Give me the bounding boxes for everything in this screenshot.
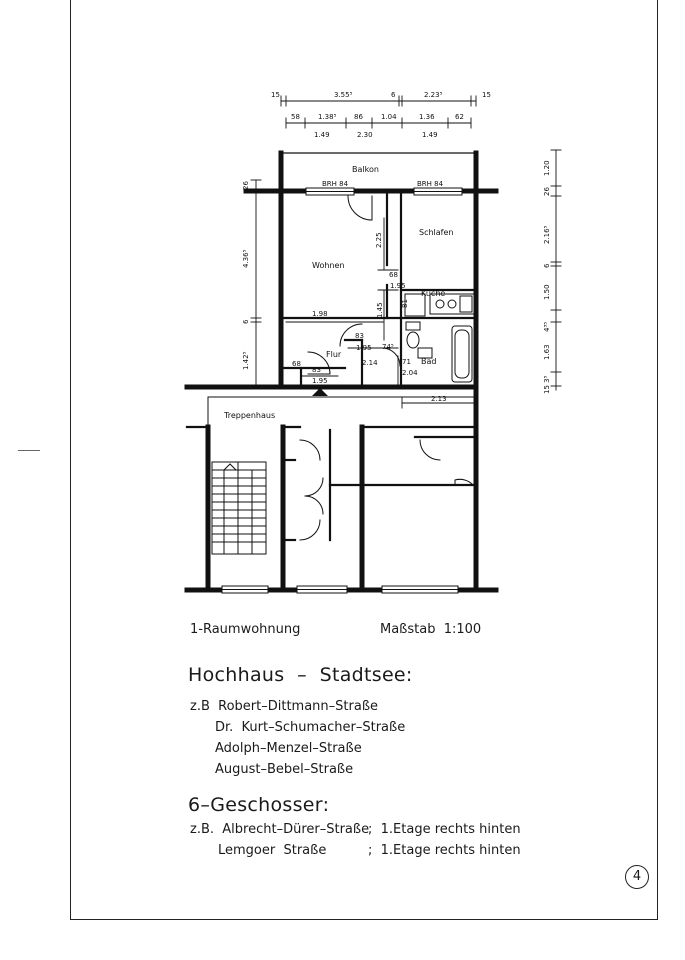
dim-213: 2.13 (431, 395, 447, 403)
dim-83a: 83 (355, 332, 364, 340)
dim-top-1: 15 (271, 91, 280, 99)
room-label-schlafen: Schlafen (419, 228, 454, 237)
caption-scale: Maßstab 1:100 (380, 622, 482, 637)
dim-row3-3: 1.49 (422, 131, 438, 139)
address-note-1: ; 1.Etage rechts hinten (368, 822, 521, 837)
address-note-2: ; 1.Etage rechts hinten (368, 843, 521, 858)
dim-right-3: 2.16⁵ (543, 225, 551, 244)
dim-204: 2.04 (402, 369, 418, 377)
caption-apartment-type: 1-Raumwohnung (190, 622, 301, 637)
heading-hochhaus: Hochhaus – Stadtsee: (188, 664, 413, 686)
dimension-texts-left (242, 181, 250, 370)
dim-71: 71 (402, 358, 411, 366)
street-line-4: August–Bebel–Straße (215, 762, 354, 777)
dim-195b: 1.95 (356, 344, 372, 352)
room-label-flur: Flur (326, 350, 342, 359)
dim-left-1: 26 (242, 181, 250, 190)
dim-wohnen-door: 2.25 (375, 232, 383, 248)
dim-195a: 1.95 (390, 282, 406, 290)
page-number: 4 (625, 865, 649, 889)
dim-top-4: 2.23⁵ (424, 91, 443, 99)
window-label-right: BRH 84 (417, 180, 444, 188)
room-label-bad: Bad (421, 357, 437, 366)
dim-right-4: 6 (543, 263, 551, 268)
street-line-1: z.B Robert–Dittmann–Straße (190, 699, 379, 714)
dim-214: 2.14 (362, 359, 378, 367)
room-labels (223, 165, 453, 420)
dim-row2-5: 1.36 (419, 113, 435, 121)
dimension-texts-right (543, 160, 551, 394)
dim-right-5: 1.50 (543, 284, 551, 300)
dim-81: 81 (401, 299, 409, 308)
room-label-wohnen: Wohnen (312, 261, 345, 270)
dim-68b: 68 (292, 360, 301, 368)
dim-row2-2: 1.38⁵ (318, 113, 337, 121)
window-label-left: BRH 84 (322, 180, 349, 188)
dimension-texts-top (271, 91, 491, 139)
dim-top-2: 3.55⁵ (334, 91, 353, 99)
dim-row2-6: 62 (455, 113, 464, 121)
address-street-2: Lemgoer Straße (218, 843, 327, 858)
dim-145: 1.45 (376, 302, 384, 318)
windows (222, 188, 462, 593)
dim-top-3: 6 (391, 91, 396, 99)
heading-geschosser: 6–Geschosser: (188, 794, 330, 816)
dim-195c: 1.95 (312, 377, 328, 385)
room-label-balkon: Balkon (352, 165, 379, 174)
dim-row3-2: 2.30 (357, 131, 373, 139)
dim-198: 1.98 (312, 310, 328, 318)
dim-row2-3: 86 (354, 113, 363, 121)
dim-row3-1: 1.49 (314, 131, 330, 139)
walls-heavy (187, 153, 496, 590)
dim-right-7: 1.63 (543, 344, 551, 360)
address-street-1: z.B. Albrecht–Dürer–Straße (190, 822, 370, 837)
street-line-2: Dr. Kurt–Schumacher–Straße (215, 720, 406, 735)
dim-right-6: 4³⁵ (543, 321, 551, 332)
room-label-kueche: Küche (421, 289, 446, 298)
dim-row2-4: 1.04 (381, 113, 397, 121)
dim-left-4: 1.42⁵ (242, 351, 250, 370)
street-line-3: Adolph–Menzel–Straße (215, 741, 362, 756)
dim-745: 74⁵ (382, 343, 394, 351)
dim-left-2: 4.36⁵ (242, 249, 250, 268)
walls-inner (187, 192, 476, 540)
dim-right-8: 15 3⁵ (543, 375, 551, 394)
dim-right-1: 1.20 (543, 160, 551, 176)
dim-right-2: 26 (543, 187, 551, 196)
dim-top-5: 15 (482, 91, 491, 99)
dim-83b: 83 (312, 366, 321, 374)
staircase (212, 462, 266, 554)
dim-row2-1: 58 (291, 113, 300, 121)
room-label-treppenhaus: Treppenhaus (224, 411, 276, 420)
dim-left-3: 6 (242, 319, 250, 324)
dim-68a: 68 (389, 271, 398, 279)
